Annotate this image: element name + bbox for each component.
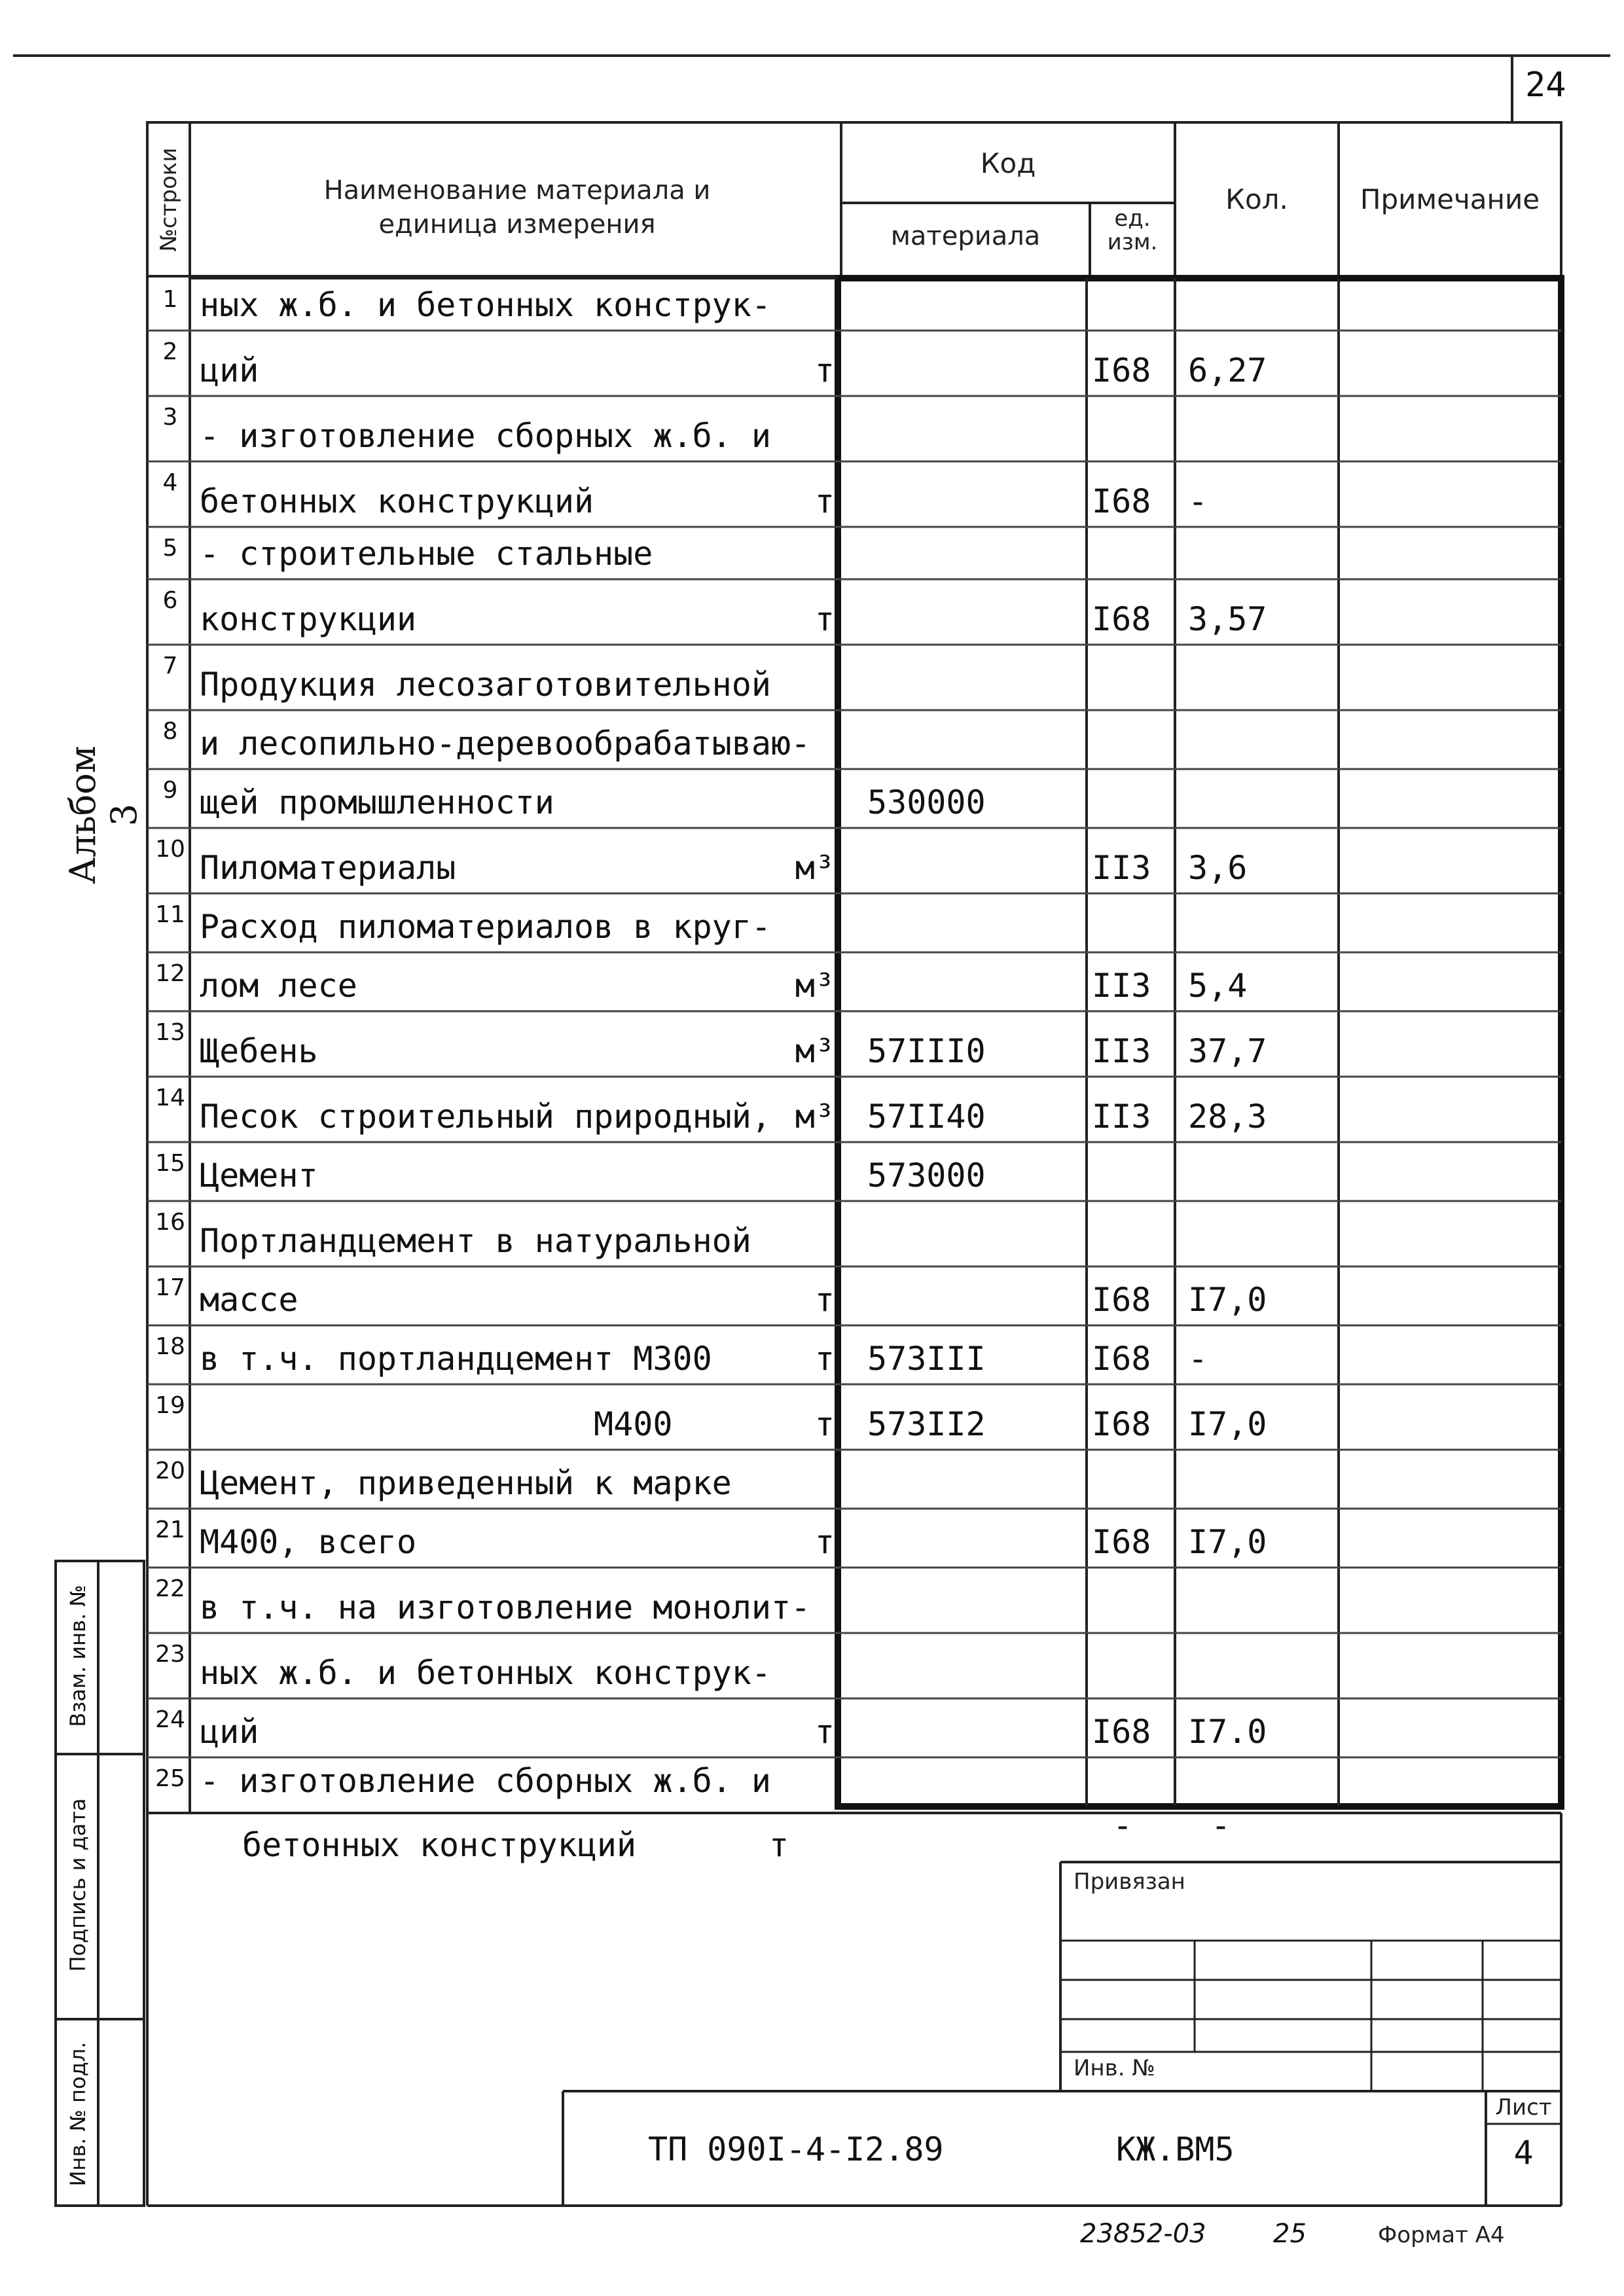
row-number: 4 xyxy=(162,469,178,496)
row-name: в т.ч. портландцемент М300 xyxy=(200,1340,712,1378)
privyazan-label: Привязан xyxy=(1074,1869,1185,1895)
row-unit: т xyxy=(814,1281,835,1319)
row-qty: - xyxy=(1188,482,1208,520)
header-code: Код xyxy=(980,147,1036,179)
overflow-ucode: - xyxy=(1113,1806,1133,1844)
row-name: конструкции xyxy=(200,600,417,638)
overflow-qty: - xyxy=(1211,1806,1231,1844)
row-unit: м³ xyxy=(795,967,835,1005)
header-unit-code xyxy=(1090,207,1175,254)
row-unit: т xyxy=(814,351,835,389)
row-number: 24 xyxy=(155,1706,185,1733)
header-material-code: материала xyxy=(890,221,1041,251)
header-row-no xyxy=(149,124,189,275)
album-label: Альбом 3 xyxy=(62,745,145,884)
doc-code: ТП 090I-4-I2.89 xyxy=(648,2130,944,2168)
row-unit: м³ xyxy=(795,1098,835,1136)
row-name: Портландцемент в натуральной xyxy=(200,1222,751,1260)
row-number: 9 xyxy=(162,777,178,804)
inv-no-label: Инв. № xyxy=(1074,2055,1155,2081)
row-number: 10 xyxy=(155,836,185,863)
row-material-code: 57III0 xyxy=(867,1032,986,1070)
header-name-line1: Наименование материала и xyxy=(323,175,711,206)
row-name: в т.ч. на изготовление монолит- xyxy=(200,1588,811,1626)
stamp-podpis: Подпись и дата xyxy=(65,1798,90,1972)
row-material-code: 573000 xyxy=(867,1157,986,1194)
row-qty: 3,57 xyxy=(1188,600,1267,638)
row-number: 7 xyxy=(162,653,178,679)
row-unit: т xyxy=(814,482,835,520)
header-unit-code-line1: ед. xyxy=(1114,206,1151,232)
format-label: Формат А4 xyxy=(1378,2222,1505,2248)
row-name: Расход пиломатериалов в круг- xyxy=(200,908,771,946)
row-name: Цемент, приведенный к марке xyxy=(200,1464,732,1502)
archive-number: 23852-03 xyxy=(1080,2219,1206,2249)
row-unit: м³ xyxy=(795,849,835,887)
row-qty: I7,0 xyxy=(1188,1405,1267,1443)
row-number: 20 xyxy=(155,1458,185,1484)
row-name: массе xyxy=(200,1281,298,1319)
row-number: 17 xyxy=(155,1274,185,1301)
row-number: 13 xyxy=(155,1019,185,1046)
header-qty: Кол. xyxy=(1225,183,1288,215)
row-number: 22 xyxy=(155,1575,185,1602)
row-name: М400 xyxy=(200,1405,673,1443)
row-qty: - xyxy=(1188,1340,1208,1378)
row-unit-code: I68 xyxy=(1092,482,1151,520)
row-number: 1 xyxy=(162,286,178,313)
row-unit-code: I68 xyxy=(1092,600,1151,638)
row-name: - строительные стальные xyxy=(200,535,653,573)
row-number: 8 xyxy=(162,718,178,745)
row-qty: I7,0 xyxy=(1188,1523,1267,1561)
row-name: Песок строительный природный, xyxy=(200,1098,771,1136)
row-unit-code: II3 xyxy=(1092,967,1151,1005)
row-unit-code: I68 xyxy=(1092,1340,1151,1378)
row-unit: т xyxy=(814,1523,835,1561)
row-qty: 6,27 xyxy=(1188,351,1267,389)
row-name: лом лесе xyxy=(200,967,357,1005)
row-name: - изготовление сборных ж.б. и xyxy=(200,417,771,455)
row-unit-code: I68 xyxy=(1092,1713,1151,1751)
row-name: ных ж.б. и бетонных конструк- xyxy=(200,1654,771,1692)
row-number: 14 xyxy=(155,1085,185,1111)
row-material-code: 57II40 xyxy=(867,1098,986,1136)
row-name: щей промышленности xyxy=(200,783,554,821)
row-number: 5 xyxy=(162,535,178,562)
row-qty: 3,6 xyxy=(1188,849,1248,887)
row-name: и лесопильно-деревообрабатываю- xyxy=(200,725,811,762)
row-unit-code: I68 xyxy=(1092,1281,1151,1319)
row-number: 12 xyxy=(155,960,185,987)
row-material-code: 573III xyxy=(867,1340,986,1378)
row-material-code: 530000 xyxy=(867,783,986,821)
row-number: 18 xyxy=(155,1333,185,1360)
row-unit-code: II3 xyxy=(1092,849,1151,887)
row-name: ций xyxy=(200,351,259,389)
row-name: Продукция лесозаготовительной xyxy=(200,666,771,704)
row-name: - изготовление сборных ж.б. и xyxy=(200,1762,771,1800)
doc-mark: КЖ.ВМ5 xyxy=(1116,2130,1235,2168)
header-row-no-label: №строки xyxy=(156,147,182,252)
row-name: ций xyxy=(200,1713,259,1751)
sheet-number: 4 xyxy=(1513,2134,1534,2172)
sheet-label: Лист xyxy=(1495,2094,1552,2121)
row-number: 16 xyxy=(155,1209,185,1236)
row-unit: м³ xyxy=(795,1032,835,1070)
page-number: 24 xyxy=(1525,65,1566,105)
row-qty: I7.0 xyxy=(1188,1713,1267,1751)
row-name: ных ж.б. и бетонных конструк- xyxy=(200,286,771,324)
row-number: 21 xyxy=(155,1516,185,1543)
header-name xyxy=(196,173,838,242)
archive-page: 25 xyxy=(1273,2219,1307,2249)
stamp-inv-podl: Инв. № подл. xyxy=(65,2041,90,2187)
row-unit-code: I68 xyxy=(1092,1405,1151,1443)
row-unit: т xyxy=(814,1713,835,1751)
row-number: 3 xyxy=(162,404,178,431)
row-unit: т xyxy=(814,600,835,638)
row-name: М400, всего xyxy=(200,1523,417,1561)
header-name-line2: единица измерения xyxy=(378,209,656,240)
row-number: 19 xyxy=(155,1392,185,1419)
row-name: Цемент xyxy=(200,1157,318,1194)
row-number: 6 xyxy=(162,587,178,614)
row-qty: 5,4 xyxy=(1188,967,1248,1005)
stamp-vzam: Взам. инв. № xyxy=(65,1585,90,1727)
header-note: Примечание xyxy=(1360,183,1540,215)
row-unit: т xyxy=(814,1405,835,1443)
header-unit-code-line2: изм. xyxy=(1107,229,1158,255)
row-material-code: 573II2 xyxy=(867,1405,986,1443)
row-qty: I7,0 xyxy=(1188,1281,1267,1319)
row-name: Пиломатериалы xyxy=(200,849,456,887)
row-unit-code: I68 xyxy=(1092,351,1151,389)
overflow-unit: т xyxy=(769,1826,789,1864)
row-number: 23 xyxy=(155,1641,185,1668)
row-unit: т xyxy=(814,1340,835,1378)
row-qty: 37,7 xyxy=(1188,1032,1267,1070)
row-qty: 28,3 xyxy=(1188,1098,1267,1136)
row-unit-code: II3 xyxy=(1092,1032,1151,1070)
row-unit-code: I68 xyxy=(1092,1523,1151,1561)
overflow-name: бетонных конструкций xyxy=(242,1826,637,1864)
row-number: 25 xyxy=(155,1765,185,1792)
row-name: бетонных конструкций xyxy=(200,482,594,520)
row-name: Щебень xyxy=(200,1032,318,1070)
row-number: 2 xyxy=(162,338,178,365)
row-number: 15 xyxy=(155,1150,185,1177)
row-number: 11 xyxy=(155,901,185,928)
row-unit-code: II3 xyxy=(1092,1098,1151,1136)
